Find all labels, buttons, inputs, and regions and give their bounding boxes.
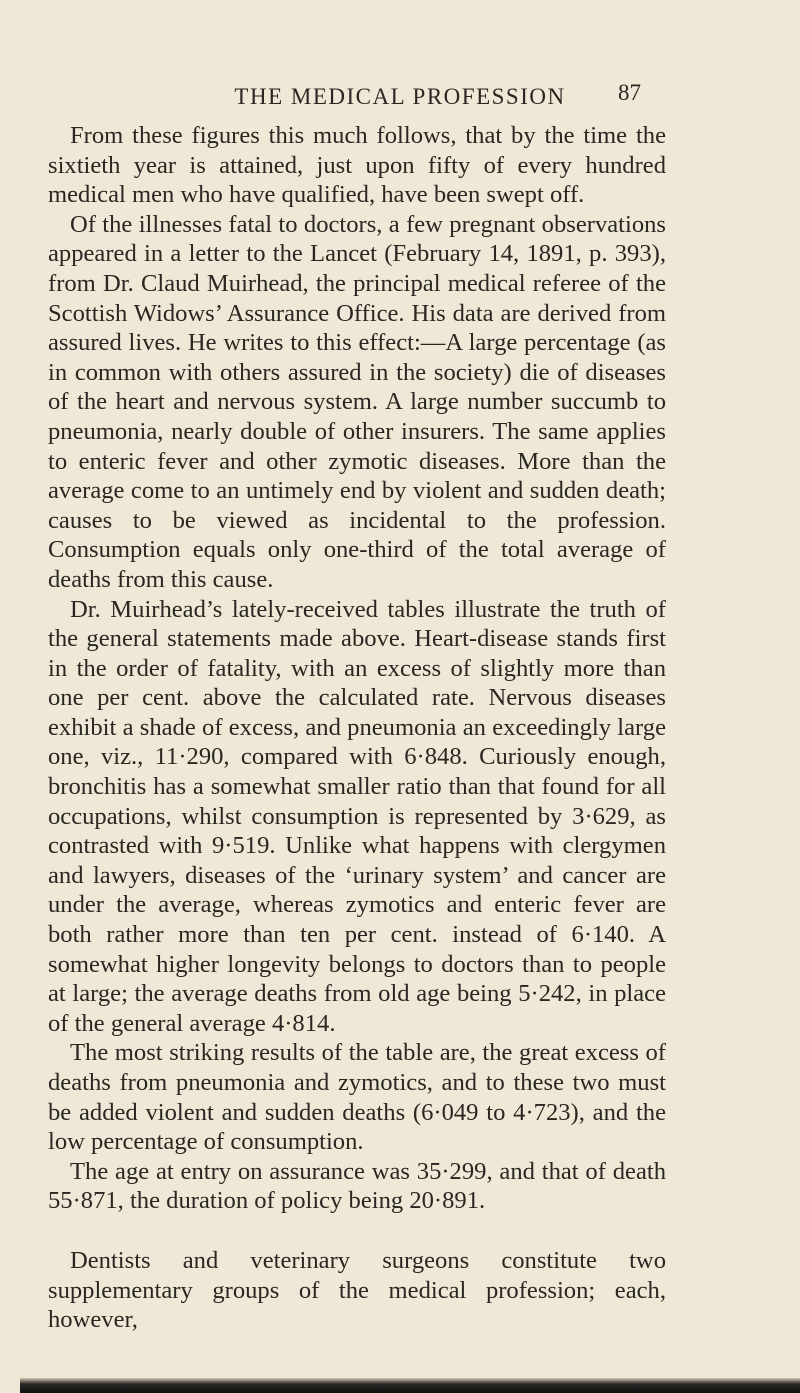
paragraph: Dr. Muirhead’s lately-received tables illustrate the truth of the general statements made above. Heart-disease stands first in the order of fatality, with an excess of slightly more than one per cent. above the calculated rate. Nervous diseases exhibit a shade of excess, and pneumonia an exceedingly large one, viz., 11·290, compared with 6·848. Curiously enough, bronchitis has a somewhat smaller ratio than that found for all occupations, whilst consumption is represented by 3·629, as contrasted with 9·519. Unlike what happens with clergymen and lawyers, diseases of the ‘urinary system’ and cancer are under the average, whereas zymotics and enteric fever are both rather more than ten per cent. instead of 6·140. A somewhat higher longevity belongs to doctors than to people at large; the average deaths from old age being 5·242, in place of the general average 4·814.	[48, 595, 666, 1037]
paragraph: Dentists and veterinary surgeons constitute two supplementary groups of the medical profession; each, however,	[48, 1246, 666, 1334]
running-title: THE MEDICAL PROFESSION	[234, 84, 566, 109]
page-number: 87	[618, 80, 641, 105]
paragraph: The most striking results of the table are, the great excess of deaths from pneumonia and zymotics, and to these two must be added violent and sudden deaths (6·049 to 4·723), and the low percentage of consumption.	[48, 1039, 666, 1156]
body-text	[48, 121, 666, 1335]
paragraph: Of the illnesses fatal to doctors, a few pregnant observations appeared in a letter to the Lancet (February 14, 1891, p. 393), from Dr. Claud Muirhead, the principal medical referee of the Scottish Widows’ Assurance Office. His data are derived from assured lives. He writes to this effect:—A large percentage (as in common with others assured in the society) die of diseases of the heart and nervous system. A large number succumb to pneumonia, nearly double of other insurers. The same applies to enteric fever and other zymotic diseases. More than the average come to an untimely end by violent and sudden death; causes to be viewed as incidental to the profession. Consumption equals only one-third of the total average of deaths from this cause.	[48, 210, 666, 593]
paragraph: From these figures this much follows, that by the time the sixtieth year is attained, just upon fifty of every hundred medical men who have qualified, have been swept off.	[48, 122, 666, 209]
page-edge-shadow	[20, 1378, 800, 1393]
paragraph: The age at entry on assurance was 35·299, and that of death 55·871, the duration of policy being 20·891.	[48, 1157, 666, 1215]
